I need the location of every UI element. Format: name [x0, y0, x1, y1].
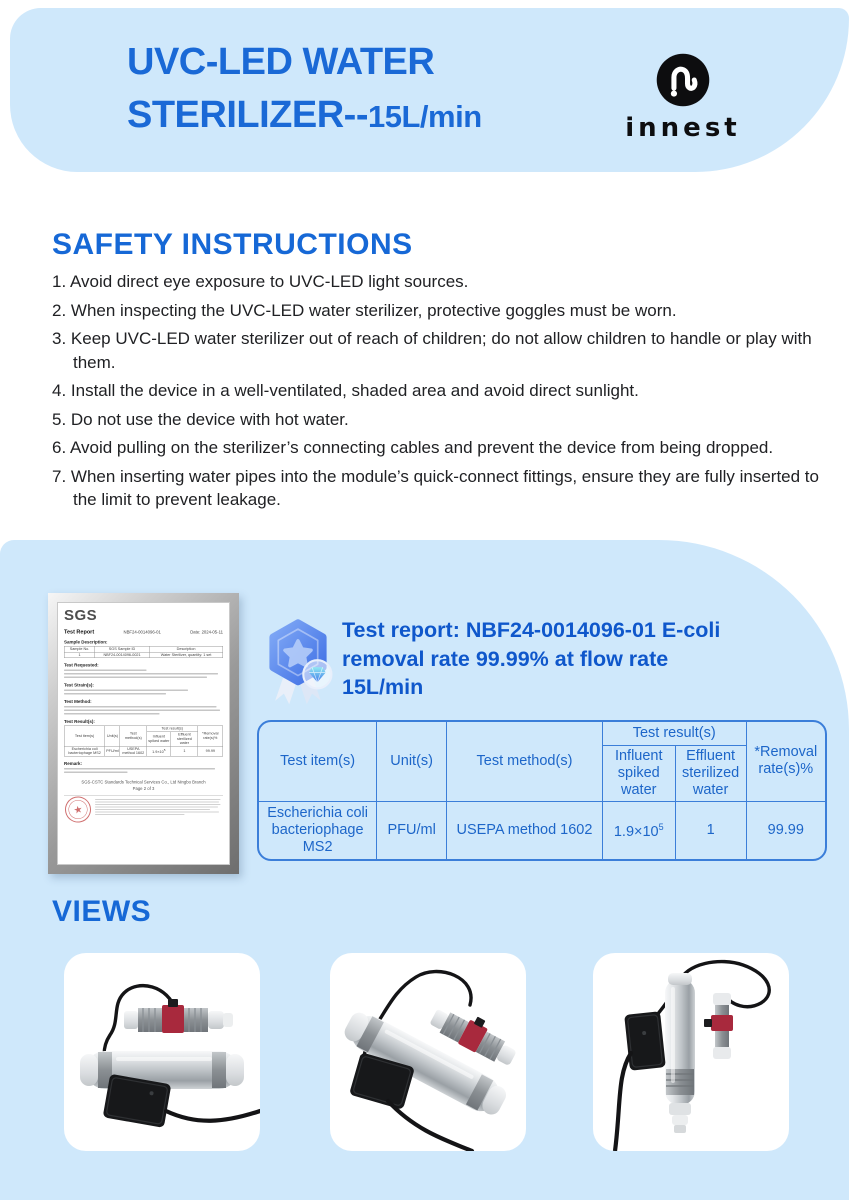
header-banner: [10, 8, 849, 172]
sgs-certificate: [48, 593, 239, 874]
brand-logo: [608, 51, 758, 143]
brand-wordmark: innest: [625, 113, 741, 143]
th-removal-rate: *Removal rate(s)%: [746, 722, 825, 801]
certificate-section-label: Test Requested:: [64, 662, 99, 668]
sterilizer-cylinder: [665, 973, 695, 1133]
safety-instructions-list: [52, 270, 820, 517]
th-test-item: Test item(s): [259, 722, 377, 801]
safety-item-7: 7. When inserting water pipes into the module’s quick-connect fittings, ensure they are fully inserted to the limit to prevent leakage.: [52, 466, 819, 509]
safety-item-6: 6. Avoid pulling on the sterilizer’s connecting cables and prevent the device from being dropped.: [52, 438, 774, 457]
cell-unit: PFU/ml: [377, 801, 447, 859]
report-headline: [342, 616, 812, 702]
safety-item-3: 3. Keep UVC-LED water sterilizer out of reach of children; do not allow children to handle or play with them.: [52, 329, 812, 372]
th-unit: Unit(s): [377, 722, 447, 801]
sgs-logo: SGS: [64, 607, 98, 624]
power-cable: [166, 1111, 260, 1121]
certificate-sample-label: Sample Description:: [64, 639, 108, 645]
cert-rt-h: Effluent sterilized water: [171, 732, 198, 746]
certificate-text-lines: [64, 690, 223, 695]
report-headline-line3: 15L/min: [342, 675, 424, 699]
safety-heading: SAFETY INSTRUCTIONS: [52, 228, 413, 261]
cell-removal: 99.99: [746, 801, 825, 859]
certificate-fineprint-lines: [95, 799, 223, 815]
certificate-sample-table: [64, 646, 223, 658]
page-title-line1: UVC-LED WATER: [127, 41, 435, 83]
cert-rt-h: Unit(s): [105, 726, 120, 746]
report-headline-line2: removal rate 99.99% at flow rate: [342, 646, 669, 671]
certificate-text-lines: [64, 768, 223, 773]
safety-item-1: 1. Avoid direct eye exposure to UVC-LED light sources.: [52, 272, 469, 291]
cert-sample-cell: 1: [64, 652, 94, 658]
certification-badge-icon: [254, 614, 342, 710]
cert-rt-h: Test result(s): [147, 726, 198, 732]
certificate-footer: SGS-CSTC Standards Technical Services Co., Ltd Ningbo Branch Page 2 of 3: [81, 779, 206, 791]
safety-item-4: 4. Install the device in a well-ventilated, shaded area and avoid direct sunlight.: [52, 381, 639, 400]
certificate-section-label: Test Result(s):: [64, 719, 95, 725]
page-title: [127, 36, 482, 143]
cert-sample-cell: Water Sterilizer, quantity: 1 set: [149, 652, 222, 658]
th-influent: Influent spiked water: [602, 745, 675, 801]
certificate-text-lines: [64, 706, 223, 715]
certificate-number: NBF24-0014096-01: [123, 629, 161, 635]
cell-influent: $1.9\times 10^5$: [602, 801, 675, 859]
test-result-table: [257, 720, 827, 861]
page-title-line2: STERILIZER--15L/min: [127, 94, 482, 136]
cert-sample-col: Description: [149, 646, 222, 652]
cert-rt-c: Escherichia coli bacteriophage MS2: [64, 746, 105, 756]
cert-rt-c: PFU/ml: [105, 746, 120, 756]
cert-sample-col: SGS Sample ID: [95, 646, 150, 652]
product-photo-angled-view: [330, 953, 526, 1151]
power-cable: [615, 1053, 631, 1151]
certificate-title: Test Report: [64, 629, 95, 635]
cell-effluent: 1: [675, 801, 746, 859]
certificate-results-table: [64, 726, 223, 757]
report-headline-line1: Test report: NBF24-0014096-01 E-coli: [342, 618, 721, 642]
certificate-text-lines: [64, 670, 223, 679]
cert-rt-c: 1: [171, 746, 198, 756]
cert-rt-h: Influent spiked water: [147, 732, 171, 746]
cert-rt-c: $1.9\times 10^5$: [147, 746, 171, 756]
flow-sensor: [704, 993, 733, 1059]
safety-item-5: 5. Do not use the device with hot water.: [52, 409, 349, 429]
th-test-results-group: Test result(s): [602, 722, 746, 745]
th-test-method: Test method(s): [447, 722, 603, 801]
red-seal-stamp-icon: ★: [63, 794, 94, 825]
certificate-section-label: Test Method:: [64, 699, 92, 705]
power-adapter-box: [624, 1011, 666, 1070]
cert-rt-h: Test item(s): [64, 726, 105, 746]
certificate-paper: [57, 602, 230, 865]
product-photo-vertical-view: [593, 953, 789, 1151]
th-effluent: Effluent sterilized water: [675, 745, 746, 801]
certificate-stamp-area: [64, 795, 223, 830]
cert-rt-c: 99.99: [198, 746, 223, 756]
table-row: [259, 801, 825, 859]
flow-sensor: [124, 999, 233, 1033]
cell-test-item: Escherichia coli bacteriophage MS2: [259, 801, 377, 859]
cert-rt-h: *Removal rate(s)%: [198, 726, 223, 746]
certificate-section-label: Test Strain(s):: [64, 682, 94, 688]
cell-method: USEPA method 1602: [447, 801, 603, 859]
certificate-date: Date: 2024-05-11: [190, 629, 223, 635]
cert-rt-h: Test method(s): [120, 726, 147, 746]
innest-logo-icon: [654, 51, 712, 109]
product-photo-horizontal-view: [64, 953, 260, 1151]
safety-item-2: 2. When inspecting the UVC-LED water sterilizer, protective goggles must be worn.: [52, 300, 677, 320]
cert-rt-c: USEPA method 1602: [120, 746, 147, 756]
test-report-section: [0, 540, 849, 1200]
cert-sample-col: Sample No.: [64, 646, 94, 652]
certificate-remark-label: Remark:: [64, 761, 83, 766]
views-heading: VIEWS: [52, 895, 152, 928]
cert-sample-cell: NBF24-0014096-0021: [95, 652, 150, 658]
